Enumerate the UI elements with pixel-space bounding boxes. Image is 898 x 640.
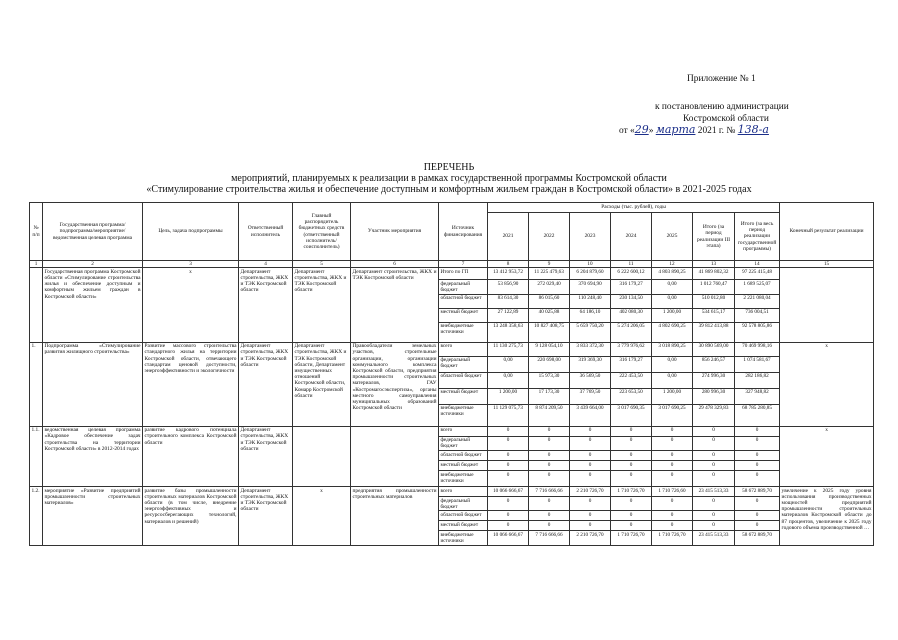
amount-cell: 0 [611,471,652,487]
table-row [30,268,874,280]
header-participant: Участник мероприятия [351,203,439,261]
amount-cell: 3 017 690,25 [652,404,693,426]
amount-cell: 0 [611,451,652,461]
amount-cell: 6 204 879,60 [570,268,611,280]
region-label: Костромской области [683,114,769,124]
amount-cell: 1 200,00 [652,388,693,404]
participant-cell: предприятия промышленности строительных материалов [351,487,439,546]
amount-cell: 0 [529,426,570,436]
amount-cell: 0 [611,461,652,471]
amount-cell: 0 [693,511,735,521]
amount-cell: 0 [652,461,693,471]
amount-cell: 30 890 569,00 [693,342,735,356]
amount-cell: 2 210 726,70 [570,487,611,497]
header-total-stage3: Итого (за период реализации III этапа) [693,213,735,261]
amount-cell: 0 [735,461,780,471]
amount-cell: 0 [529,461,570,471]
funding-source-cell: всего [439,487,488,497]
row-number [30,268,43,342]
amount-cell: 23 415 513,33 [693,487,735,497]
amount-cell: 0 [735,511,780,521]
amount-cell: 510 012,80 [693,294,735,308]
column-number: 7 [439,261,488,268]
amount-cell: 0 [611,511,652,521]
table-body [30,268,874,546]
manager-cell [293,426,351,486]
date-mid: » [648,126,654,136]
result-cell [780,268,874,342]
funding-source-cell: областной бюджет [439,451,488,461]
amount-cell: 13 412 953,72 [488,268,529,280]
header-source: Источник финансирования [439,203,488,261]
amount-cell: 0 [735,521,780,531]
header-program: Государственная программа/подпрограмма/мероприятие/ведомственная целевая программа [43,203,143,261]
funding-source-cell: местный бюджет [439,461,488,471]
amount-cell: 10 827 408,75 [529,322,570,342]
header-year-2021: 2021 [488,213,529,261]
amount-cell: 36 569,50 [570,372,611,388]
amount-cell: 0 [488,471,529,487]
amount-cell: 37 769,50 [570,388,611,404]
amount-cell: 7 716 666,66 [529,487,570,497]
amount-cell: 0 [735,471,780,487]
amount-cell: 0 [693,451,735,461]
amount-cell: 0 [529,436,570,450]
executor-cell: Департамент строительства, ЖКХ и ТЭК Костромской области [239,268,293,342]
amount-cell: 4 803 890,25 [652,268,693,280]
amount-cell: 0 [529,521,570,531]
amount-cell: 10 066 666,67 [488,487,529,497]
amount-cell: 0 [529,497,570,511]
amount-cell: 53 856,90 [488,280,529,294]
amount-cell: 222 453,50 [611,372,652,388]
amount-cell: 10 066 666,67 [488,531,529,545]
amount-cell: 9 128 054,10 [529,342,570,356]
amount-cell: 0 [488,436,529,450]
manager-cell: Департамент строительства, ЖКХ и ТЭК Костромской области, Департамент имущественных отношений Костромской области, Комарр Костромской области [293,342,351,426]
amount-cell: 0 [488,461,529,471]
amount-cell: 0 [570,511,611,521]
goal-cell: x [143,268,239,342]
amount-cell: 0 [529,511,570,521]
participant-cell [351,426,439,486]
annex-label: Приложение № 1 [687,74,756,84]
amount-cell: 58 672 889,70 [735,487,780,497]
amount-cell: 97 225 415,48 [735,268,780,280]
amount-cell: 0 [488,521,529,531]
amount-cell: 0 [735,426,780,436]
funding-source-cell: областной бюджет [439,372,488,388]
column-number: 14 [735,261,780,268]
amount-cell: 0 [693,436,735,450]
amount-cell: 3 833 372,30 [570,342,611,356]
amount-cell: 316 179,27 [611,280,652,294]
header-year-2022: 2022 [529,213,570,261]
amount-cell: 0,00 [652,372,693,388]
amount-cell: 0 [570,426,611,436]
amount-cell: 223 653,50 [611,388,652,404]
goal-cell: Развитие массового строительства стандартного жилья на территории Костромской области, отвечающего стандартам ценовой доступности, энергоэффективности и экологичности [143,342,239,426]
date-year: 2021 г. № [695,126,736,136]
column-number: 8 [488,261,529,268]
amount-cell: 534 615,17 [693,308,735,322]
header-year-2025: 2025 [652,213,693,261]
amount-cell: 0 [611,497,652,511]
amount-cell: 83 614,30 [488,294,529,308]
amount-cell: 2 210 726,70 [570,531,611,545]
amount-cell: 282 186,82 [735,372,780,388]
amount-cell: 0 [652,451,693,461]
funding-source-cell: внебюджетные источники [439,471,488,487]
amount-cell: 3 017 690,35 [611,404,652,426]
amount-cell: 23 415 513,33 [693,531,735,545]
amount-cell: 5 659 750,20 [570,322,611,342]
amount-cell: 0 [570,461,611,471]
amount-cell: 274 996,30 [693,372,735,388]
amount-cell: 0 [570,497,611,511]
decree-number-handwritten: 138-а [737,123,769,136]
amount-cell: 4 802 690,25 [652,322,693,342]
amount-cell: 68 785 280,85 [735,404,780,426]
amount-cell: 17 173,30 [529,388,570,404]
header-year-2024: 2024 [611,213,652,261]
amount-cell: 0 [570,471,611,487]
amount-cell: 0 [735,497,780,511]
amount-cell: 1 074 581,67 [735,356,780,372]
column-number: 12 [652,261,693,268]
amount-cell: 0 [652,471,693,487]
amount-cell: 110 248,40 [570,294,611,308]
amount-cell: 13 248 358,63 [488,322,529,342]
executor-cell: Департамент строительства, ЖКХ и ТЭК Костромской области [239,342,293,426]
amount-cell: 0 [488,511,529,521]
amount-cell: 11 130 275,73 [488,342,529,356]
participant-cell: Департамент строительства, ЖКХ и ТЭК Костромской области [351,268,439,342]
amount-cell: 1 689 525,07 [735,280,780,294]
amount-cell: 0,00 [488,372,529,388]
amount-cell: 0 [693,461,735,471]
amount-cell: 0 [735,451,780,461]
header-result: Конечный результат реализации [780,203,874,261]
date-day-handwritten: 29 [634,123,649,136]
amount-cell: 1 710 726,70 [611,531,652,545]
amount-cell: 230 134,50 [611,294,652,308]
amount-cell: 272 029,40 [529,280,570,294]
funding-source-cell: всего [439,426,488,436]
document-title: ПЕРЕЧЕНЬ [423,162,475,173]
funding-source-cell: областной бюджет [439,294,488,308]
funding-source-cell: областной бюджет [439,511,488,521]
header-executor: Ответственный исполнитель [239,203,293,261]
amount-cell: 327 948,82 [735,388,780,404]
amount-cell: 736 004,51 [735,308,780,322]
amount-cell: 370 694,90 [570,280,611,294]
amount-cell: 92 578 805,86 [735,322,780,342]
amount-cell: 3 018 890,25 [652,342,693,356]
manager-cell: x [293,487,351,546]
funding-source-cell: федеральный бюджет [439,497,488,511]
document-subtitle: мероприятий, планируемых к реализации в рамках государственной программы Костромской области [231,173,667,184]
amount-cell: 0 [693,497,735,511]
amount-cell: 0 [488,451,529,461]
amount-cell: 39 812 413,88 [693,322,735,342]
amount-cell: 0 [488,497,529,511]
amount-cell: 3 779 976,62 [611,342,652,356]
amount-cell: 319 369,30 [570,356,611,372]
funding-source-cell: внебюджетные источники [439,531,488,545]
row-number: 1. [30,342,43,426]
amount-cell: 58 672 889,70 [735,531,780,545]
amount-cell: 402 080,30 [611,308,652,322]
amount-cell: 64 186,10 [570,308,611,322]
amount-cell: 0 [488,426,529,436]
amount-cell: 1 012 760,47 [693,280,735,294]
column-number-row [30,261,874,268]
header-manager: Главный распорядитель бюджетных средств (ответственный исполнитель/соисполнитель) [293,203,351,261]
result-cell: x [780,342,874,426]
amount-cell: 0 [693,426,735,436]
amount-cell: 0 [611,426,652,436]
amount-cell: 8 874 209,50 [529,404,570,426]
program-name: «Стимулирование строительства жилья и обеспечение доступным и комфортным жильем граждан в Костромской области» в 2021-2025 годах [146,184,752,195]
funding-source-cell: федеральный бюджет [439,356,488,372]
amount-cell: 70 469 998,16 [735,342,780,356]
decree-date-line [619,124,769,137]
amount-cell: 0 [570,451,611,461]
amount-cell: 0 [570,521,611,531]
amount-cell: 0 [652,436,693,450]
column-number: 10 [570,261,611,268]
amount-cell: 41 869 802,32 [693,268,735,280]
amount-cell: 1 710 726,60 [652,487,693,497]
row-number: 1.1. [30,426,43,486]
funding-source-cell: всего [439,342,488,356]
program-name-cell: Подпрограмма «Стимулирование развития жилищного строительства» [43,342,143,426]
amount-cell: 0,00 [488,356,529,372]
funding-source-cell: Итого по ГП [439,268,488,280]
amount-cell: 0 [735,436,780,450]
amount-cell: 220 698,00 [529,356,570,372]
funding-source-cell: местный бюджет [439,308,488,322]
funding-source-cell: внебюджетные источники [439,404,488,426]
amount-cell: 0 [693,521,735,531]
amount-cell: 29 478 329,83 [693,404,735,426]
column-number: 13 [693,261,735,268]
column-number: 5 [293,261,351,268]
goal-cell: развитие кадрового потенциала строительного комплекса Костромской области [143,426,239,486]
column-number: 2 [43,261,143,268]
manager-cell: Департамент строительства, ЖКХ и ТЭК Костромской области [293,268,351,342]
program-name-cell: Государственная программа Костромской области «Стимулирование строительства жилья и обеспечение доступным и комфортным жильем граждан в Костромской области» [43,268,143,342]
funding-source-cell: федеральный бюджет [439,436,488,450]
executor-cell: Департамент строительства, ЖКХ и ТЭК Костромской области [239,487,293,546]
amount-cell: 1 710 726,70 [611,487,652,497]
row-number: 1.2. [30,487,43,546]
amount-cell: 27 122,89 [488,308,529,322]
executor-cell: Департамент строительства, ЖКХ и ТЭК Костромской области [239,426,293,486]
date-month-handwritten: марта [655,123,696,136]
table-row [30,342,874,356]
program-name-cell: мероприятие «Развитие предприятий промышленности строительных материалов» [43,487,143,546]
header-year-2023: 2023 [570,213,611,261]
amount-cell: 1 200,00 [488,388,529,404]
funding-source-cell: федеральный бюджет [439,280,488,294]
amount-cell: 0 [529,471,570,487]
amount-cell: 0 [611,436,652,450]
column-number: 3 [143,261,239,268]
funding-source-cell: внебюджетные источники [439,322,488,342]
header-expenses: Расходы (тыс. рублей), годы [488,203,780,213]
amount-cell: 15 973,30 [529,372,570,388]
amount-cell: 856 246,57 [693,356,735,372]
amount-cell: 3 439 664,00 [570,404,611,426]
amount-cell: 5 274 206,05 [611,322,652,342]
funding-source-cell: местный бюджет [439,521,488,531]
amount-cell: 0 [611,521,652,531]
amount-cell: 0 [529,451,570,461]
amount-cell: 0 [652,426,693,436]
amount-cell: 7 716 666,66 [529,531,570,545]
date-prefix: от « [619,126,635,136]
result-cell: x [780,426,874,486]
table-row [30,487,874,497]
column-number: 15 [780,261,874,268]
amount-cell: 40 025,88 [529,308,570,322]
header-total-all: Итого (за весь период реализации государственной программы) [735,213,780,261]
activities-table [29,202,874,546]
table-row [30,426,874,436]
amount-cell: 11 225 479,63 [529,268,570,280]
amount-cell: 0 [652,521,693,531]
amount-cell: 0 [652,511,693,521]
column-number: 9 [529,261,570,268]
result-cell: увеличение к 2025 году уровня использования производственных мощностей предприятий промышленности строительных материалов Костромской области до 87 процентов, увеличение к 2025 году годового объема производственной … [780,487,874,546]
amount-cell: 86 015,60 [529,294,570,308]
amount-cell: 0,00 [652,356,693,372]
amount-cell: 0 [652,497,693,511]
amount-cell: 0,00 [652,294,693,308]
amount-cell: 1 200,00 [652,308,693,322]
amount-cell: 11 129 075,73 [488,404,529,426]
program-name-cell: ведомственная целевая программа «Кадровое обеспечение задач строительства на территории Костромской области» в 2012-2014 годах [43,426,143,486]
amount-cell: 0 [570,436,611,450]
column-number: 4 [239,261,293,268]
funding-source-cell: местный бюджет [439,388,488,404]
amount-cell: 0 [693,471,735,487]
amount-cell: 6 222 600,12 [611,268,652,280]
header-goal: Цель, задача подпрограммы [143,203,239,261]
column-number: 11 [611,261,652,268]
header-no: № п/п [30,203,43,261]
amount-cell: 1 710 726,70 [652,531,693,545]
amount-cell: 0,00 [652,280,693,294]
column-number: 1 [30,261,43,268]
goal-cell: развитие базы промышленности строительных материалов Костромской области (в том числе, внедрение энергоэффективных и ресурсосберегающих технологий, материалов и решений) [143,487,239,546]
amount-cell: 316 179,27 [611,356,652,372]
amount-cell: 280 996,30 [693,388,735,404]
participant-cell: Правообладатели земельных участков, строительные организации, организации коммунального комплекса Костромской области, предприятия промышленности строительных материалов, ГАУ «Костромагосэкспертиза», органы местного самоуправления муниципальных образований Костромской области [351,342,439,426]
amount-cell: 2 221 080,04 [735,294,780,308]
column-number: 6 [351,261,439,268]
decree-label: к постановлению администрации [655,102,789,112]
